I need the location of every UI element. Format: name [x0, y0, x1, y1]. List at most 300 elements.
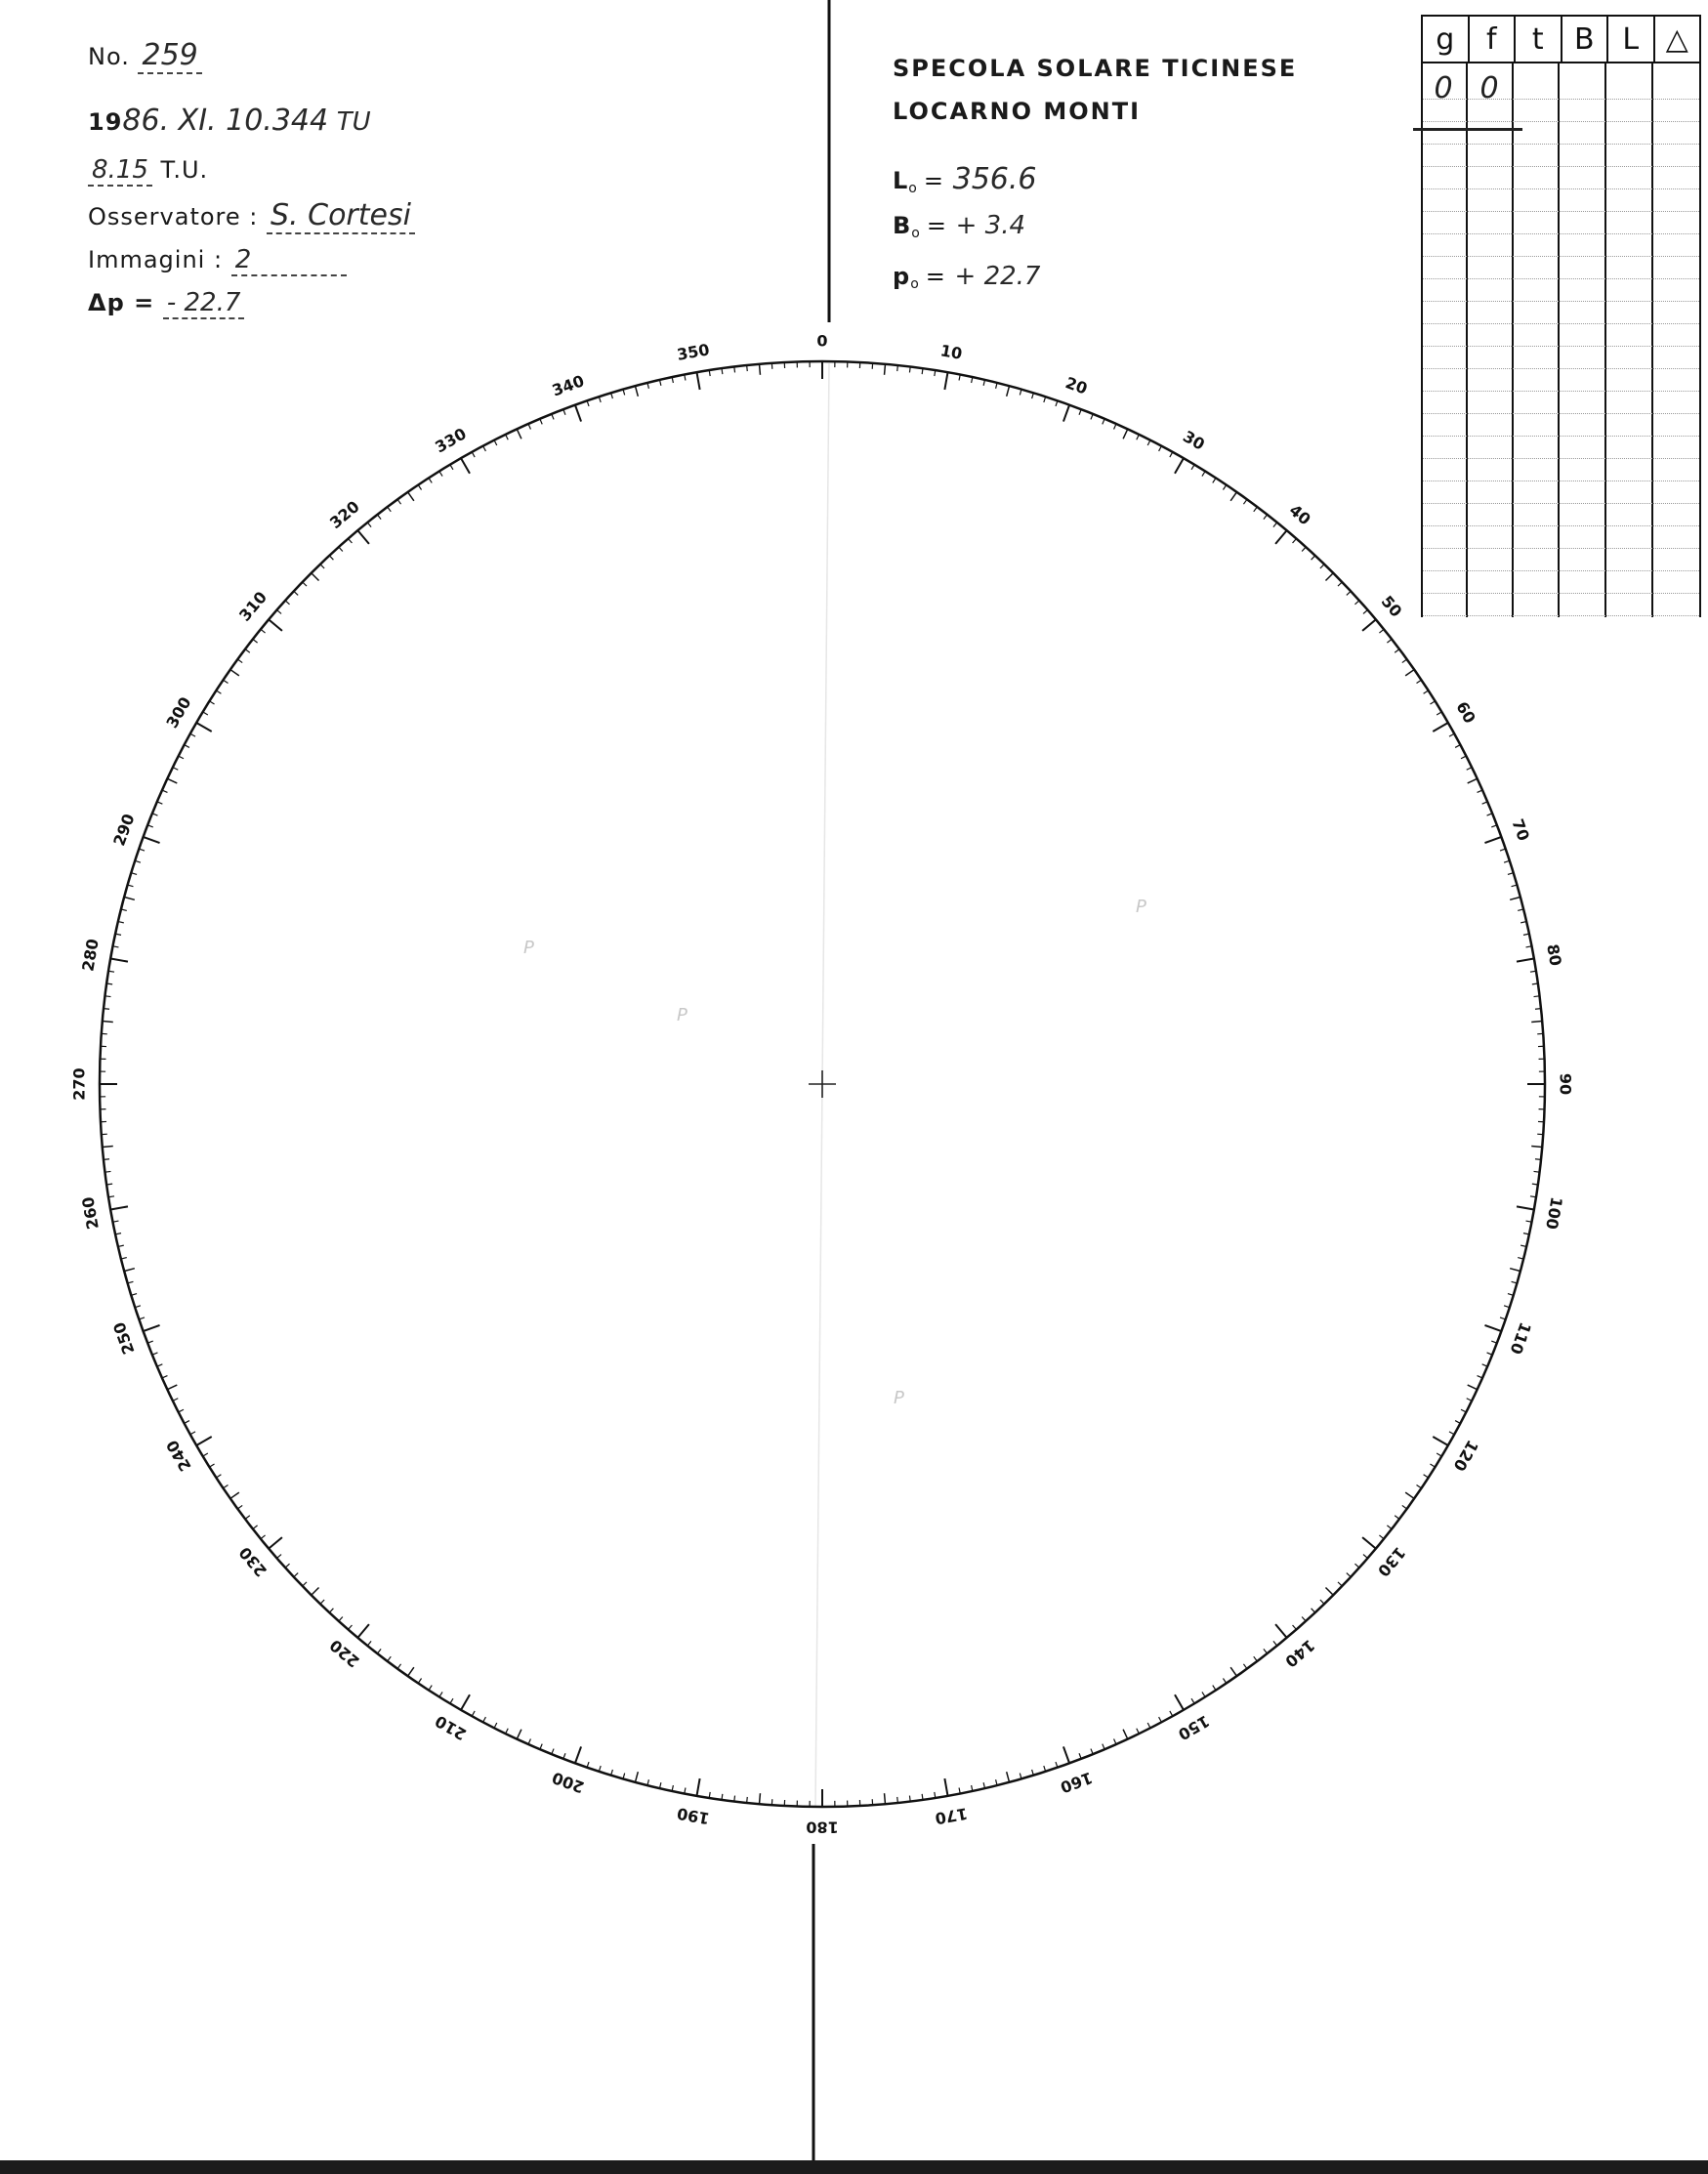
scale-label: 200: [549, 1768, 587, 1797]
scale-tick: [1455, 1421, 1460, 1424]
table-row-guide: [1423, 458, 1699, 459]
scale-tick: [303, 1582, 307, 1586]
table-row-guide: [1423, 144, 1699, 145]
scale-tick: [1387, 639, 1392, 643]
scale-tick: [377, 515, 381, 520]
scale-label: 290: [109, 811, 139, 849]
scale-tick: [1534, 996, 1540, 997]
table-row-guide: [1423, 413, 1699, 414]
scale-tick: [1320, 1600, 1324, 1604]
scale-tick: [1354, 601, 1358, 605]
scale-tick: [294, 591, 298, 595]
number-line: [88, 38, 202, 74]
scale-tick: [897, 365, 898, 371]
scale-label: 270: [69, 1067, 89, 1101]
scale-tick: [944, 1778, 947, 1796]
scale-label: 60: [1452, 698, 1479, 727]
scale-tick: [1264, 515, 1268, 520]
scale-tick: [179, 1409, 184, 1412]
scale-tick: [357, 1624, 369, 1638]
table-row-guide: [1423, 570, 1699, 571]
scale-tick: [124, 1269, 135, 1272]
scale-label: 350: [675, 340, 711, 364]
faint-pencil-mark: P: [523, 938, 534, 958]
scale-label: 330: [432, 424, 470, 457]
scale-tick: [1191, 465, 1194, 470]
scale-tick: [1273, 1641, 1277, 1646]
scale-tick: [1461, 1409, 1466, 1412]
table-row-guide: [1423, 593, 1699, 594]
table-row-guide: [1423, 525, 1699, 526]
scale-label: 120: [1449, 1437, 1482, 1475]
images-label: Immagini :: [88, 246, 224, 273]
scale-tick: [367, 523, 371, 527]
scale-tick: [190, 1432, 195, 1435]
scale-label: 20: [1062, 373, 1090, 398]
scale-tick: [131, 1294, 137, 1296]
scale-tick: [1405, 1492, 1414, 1498]
scale-tick: [1325, 1587, 1333, 1595]
scale-tick: [1302, 547, 1306, 551]
B0-value: + 3.4: [955, 211, 1026, 240]
table-row-guide: [1423, 346, 1699, 347]
scale-tick: [439, 1692, 442, 1696]
scale-tick: [1424, 1475, 1429, 1478]
delta-p-line: [88, 289, 244, 319]
scale-label: 300: [162, 693, 195, 732]
faint-pencil-mark: P: [677, 1005, 687, 1025]
scale-tick: [1230, 492, 1236, 501]
scale-tick: [1170, 1711, 1173, 1716]
date-value: 86. XI. 10.344: [122, 104, 329, 138]
scale-tick: [517, 1730, 521, 1739]
scale-label: 190: [675, 1804, 711, 1828]
scale-tick: [1347, 1573, 1351, 1577]
scale-tick: [103, 1022, 113, 1023]
scale-tick: [104, 1159, 109, 1160]
faint-marks: [523, 897, 1146, 1408]
scale-tick: [1433, 1437, 1448, 1445]
scale-tick: [1159, 1717, 1162, 1722]
scale-tick: [285, 1564, 289, 1568]
scale-label: 280: [78, 937, 103, 973]
table-rule: [1512, 63, 1514, 617]
date-prefix: 19: [88, 108, 123, 136]
scale-label: 130: [1373, 1543, 1409, 1581]
scale-tick: [277, 1555, 282, 1559]
scale-tick: [1213, 478, 1216, 482]
scale-tick: [1437, 1453, 1441, 1456]
scale-tick: [1293, 1625, 1297, 1630]
time-suffix: T.U.: [160, 156, 209, 184]
scale-tick: [1338, 1582, 1342, 1586]
scale-tick: [1123, 429, 1128, 439]
table-row-guide: [1423, 548, 1699, 549]
scale-tick: [203, 712, 208, 715]
table-rule: [1604, 63, 1606, 617]
scale-tick: [167, 778, 177, 783]
scale-tick: [224, 680, 229, 683]
scale-tick: [1254, 1656, 1258, 1661]
images-value: 2: [231, 247, 347, 276]
scale-tick: [312, 1587, 319, 1595]
counts-table-body: [1421, 63, 1701, 617]
faint-pencil-mark: P: [1136, 897, 1146, 917]
scale-label: 310: [235, 587, 271, 625]
scale-label: 50: [1377, 592, 1406, 621]
scale-label: 250: [109, 1319, 139, 1358]
scale-tick: [110, 1206, 128, 1209]
scale-tick: [1508, 1294, 1514, 1296]
scale-tick: [1243, 1664, 1247, 1669]
date-suffix: TU: [336, 107, 371, 137]
scale-tick: [1264, 1649, 1268, 1653]
scale-tick: [483, 446, 486, 451]
scale-tick: [190, 733, 195, 736]
scale-tick: [922, 1794, 923, 1800]
scale-tick: [144, 837, 160, 843]
delta-p-value: - 22.7: [163, 290, 245, 319]
scale-tick: [1159, 446, 1162, 451]
table-row-guide: [1423, 188, 1699, 189]
scale-tick: [1517, 1206, 1534, 1209]
table-row-guide: [1423, 368, 1699, 369]
scale-tick: [367, 1641, 371, 1646]
ephemeris-L0: Lo = 356.6: [893, 162, 1037, 196]
scale-tick: [185, 745, 189, 748]
scale-tick: [388, 1656, 392, 1661]
scale-label: 230: [235, 1543, 271, 1581]
scale-label: 150: [1175, 1711, 1213, 1744]
scale-label: 340: [549, 371, 587, 400]
scale-tick: [167, 1385, 177, 1390]
scale-tick: [418, 485, 421, 490]
scale-tick: [1007, 1772, 1010, 1782]
header-f: f: [1470, 17, 1517, 62]
table-row-guide: [1423, 256, 1699, 257]
scale-label: 10: [938, 341, 964, 363]
scale-tick: [611, 393, 613, 398]
scale-tick: [1191, 1698, 1194, 1703]
scale-tick: [1063, 1746, 1069, 1763]
scale-tick: [418, 1679, 421, 1684]
scale-tick: [1467, 768, 1472, 771]
scale-label: 100: [1542, 1195, 1566, 1232]
scale-tick: [357, 530, 369, 544]
scale-tick: [1170, 452, 1173, 457]
scale-label: 220: [325, 1635, 363, 1671]
time-value: 8.15: [88, 157, 152, 187]
header-delta: △: [1665, 21, 1688, 57]
scale-tick: [397, 499, 401, 504]
scale-tick: [230, 1492, 239, 1498]
scale-tick: [104, 1009, 109, 1010]
scan-edge-band: [0, 2160, 1708, 2174]
scale-tick: [747, 365, 748, 371]
scale-tick: [1535, 1159, 1541, 1160]
scale-tick: [1510, 1269, 1521, 1272]
delta-p-label: Δp =: [88, 289, 155, 316]
scale-tick: [173, 1399, 178, 1401]
ephemeris-p0: po = + 22.7: [893, 262, 1041, 292]
scale-tick: [1362, 619, 1376, 631]
scale-tick: [312, 573, 319, 581]
scale-tick: [1531, 1147, 1542, 1148]
scale-tick: [1007, 386, 1010, 397]
scale-tick: [1531, 1022, 1542, 1023]
scale-tick: [1354, 1564, 1358, 1568]
table-row-guide: [1423, 233, 1699, 234]
scale-tick: [1338, 582, 1342, 586]
scale-tick: [1254, 507, 1258, 512]
scale-tick: [103, 1147, 113, 1148]
scale-tick: [285, 601, 289, 605]
scale-tick: [760, 364, 761, 375]
scale-tick: [1437, 712, 1441, 715]
scale-tick: [294, 1573, 298, 1577]
table-rule: [1699, 63, 1701, 617]
scale-tick: [1417, 680, 1422, 683]
scale-tick: [261, 1535, 266, 1539]
scale-tick: [1387, 1526, 1392, 1529]
scale-tick: [1137, 1729, 1140, 1734]
L0-label: L: [893, 167, 909, 194]
scale-tick: [1175, 458, 1184, 474]
table-rule: [1558, 63, 1560, 617]
scale-tick: [697, 1778, 700, 1796]
scale-tick: [1508, 873, 1514, 875]
scale-tick: [1379, 629, 1384, 633]
scale-tick: [1467, 1399, 1472, 1401]
scale-tick: [173, 768, 178, 771]
scale-tick: [185, 1421, 189, 1424]
scale-tick: [1202, 1692, 1205, 1696]
scale-tick: [1532, 983, 1538, 984]
scale-tick: [461, 458, 470, 474]
scale-tick: [216, 1475, 221, 1478]
date-line: [88, 104, 371, 138]
scale-tick: [349, 1625, 353, 1630]
scale-tick: [1534, 1171, 1540, 1172]
scale-tick: [575, 1746, 581, 1763]
scale-tick: [494, 1723, 497, 1728]
cell-f-row1: 0: [1479, 71, 1499, 105]
scale-label: 260: [78, 1195, 103, 1232]
scale-tick: [209, 1464, 214, 1467]
scale-tick: [245, 649, 250, 653]
row1-underline: [1413, 128, 1522, 131]
scale-tick: [329, 556, 333, 560]
scale-tick: [1433, 723, 1448, 732]
scale-tick: [1223, 1679, 1226, 1684]
scale-tick: [1223, 485, 1226, 490]
scale-tick: [388, 507, 392, 512]
scale-tick: [1312, 556, 1315, 560]
scale-tick: [1147, 1723, 1150, 1728]
scale-tick: [303, 582, 307, 586]
observer-line: [88, 198, 415, 234]
scale-tick: [909, 367, 910, 373]
scale-tick: [635, 1772, 638, 1782]
scale-tick: [1468, 1385, 1478, 1390]
scale-tick: [230, 670, 239, 676]
scale-tick: [237, 1505, 242, 1509]
scale-tick: [472, 1711, 475, 1716]
scale-tick: [734, 1796, 735, 1802]
scale-tick: [1424, 690, 1429, 693]
scale-tick: [339, 547, 343, 551]
scale-tick: [253, 1526, 258, 1529]
table-row-guide: [1423, 99, 1699, 100]
scale-tick: [1202, 471, 1205, 476]
scale-tick: [1063, 405, 1069, 422]
scale-tick: [269, 619, 282, 631]
scale-label: 90: [1556, 1072, 1575, 1096]
scale-tick: [747, 1797, 748, 1803]
scale-tick: [1275, 530, 1287, 544]
scale-tick: [1535, 1009, 1541, 1010]
scale-tick: [144, 1325, 160, 1331]
scale-tick: [339, 1616, 343, 1620]
table-row-guide: [1423, 278, 1699, 279]
scale-tick: [1123, 1730, 1128, 1739]
scale-tick: [575, 405, 581, 422]
scale-tick: [517, 429, 521, 439]
scale-tick: [1273, 523, 1277, 527]
scale-tick: [1461, 756, 1466, 759]
scale-label: 110: [1506, 1319, 1535, 1358]
scale-tick: [1517, 959, 1534, 962]
scale-tick: [1402, 1505, 1407, 1509]
table-row-guide: [1423, 503, 1699, 504]
scale-tick: [245, 1516, 250, 1520]
scale-label: 40: [1285, 500, 1314, 529]
scale-tick: [1175, 1694, 1184, 1710]
scale-tick: [1484, 837, 1501, 843]
table-rule: [1466, 63, 1468, 617]
scale-tick: [1347, 591, 1351, 595]
scale-tick: [1147, 440, 1150, 445]
scale-tick: [944, 372, 947, 390]
scale-tick: [472, 452, 475, 457]
scale-tick: [439, 471, 442, 476]
scale-tick: [277, 610, 282, 614]
scale-tick: [1449, 733, 1454, 736]
counts-table-header: [1421, 15, 1701, 63]
scale-tick: [1379, 1535, 1384, 1539]
scale-label: 210: [432, 1711, 470, 1744]
scale-tick: [1293, 539, 1297, 544]
scale-tick: [1430, 701, 1435, 704]
scale-tick: [105, 996, 111, 997]
scale-tick: [1275, 1624, 1287, 1638]
scale-label: 30: [1180, 427, 1208, 454]
table-row-guide: [1423, 615, 1699, 616]
scale-tick: [408, 1667, 414, 1676]
scale-tick: [885, 364, 886, 375]
scale-label: 240: [162, 1437, 195, 1475]
scale-tick: [179, 756, 184, 759]
B0-label: B: [893, 212, 912, 239]
scale-tick: [377, 1649, 381, 1653]
scale-tick: [196, 1437, 212, 1445]
scale-tick: [461, 1694, 470, 1710]
scale-tick: [611, 1770, 613, 1776]
scale-tick: [1213, 1686, 1216, 1691]
scale-tick: [1532, 1184, 1538, 1185]
L0-value: 356.6: [952, 162, 1037, 196]
scale-tick: [269, 1537, 282, 1549]
scale-tick: [1325, 573, 1333, 581]
scale-tick: [1312, 1609, 1315, 1612]
scale-tick: [1417, 1484, 1422, 1487]
scale-tick: [429, 1686, 432, 1691]
scale-tick: [1484, 1325, 1501, 1331]
table-row-guide: [1423, 391, 1699, 392]
scale-tick: [922, 368, 923, 374]
table-row-guide: [1423, 166, 1699, 167]
scale-tick: [760, 1793, 761, 1804]
time-line: [88, 156, 208, 187]
scale-label: 320: [325, 497, 363, 533]
scale-tick: [320, 564, 324, 568]
scale-tick: [1405, 670, 1414, 676]
scale-tick: [734, 367, 735, 373]
scale-tick: [1032, 393, 1034, 398]
scale-tick: [1230, 1667, 1236, 1676]
scale-tick: [506, 435, 509, 439]
table-row-guide: [1423, 121, 1699, 122]
p0-value: + 22.7: [954, 262, 1041, 291]
number-label: No.: [88, 43, 130, 70]
scale-tick: [1032, 1770, 1034, 1776]
header-B: B: [1562, 17, 1609, 62]
scale-tick: [203, 1453, 208, 1456]
ephemeris-B0: Bo = + 3.4: [893, 211, 1026, 241]
scale-tick: [1510, 897, 1521, 899]
scale-label: 180: [806, 1818, 839, 1837]
table-rule: [1421, 63, 1423, 617]
header-t: t: [1516, 17, 1562, 62]
scale-tick: [110, 959, 128, 962]
scale-tick: [196, 723, 212, 732]
scale-tick: [237, 659, 242, 663]
table-row-guide: [1423, 211, 1699, 212]
scale-tick: [408, 492, 414, 501]
scale-tick: [1468, 778, 1478, 783]
scale-tick: [1137, 435, 1140, 439]
scale-tick: [450, 465, 453, 470]
scale-tick: [1449, 1432, 1454, 1435]
scale-tick: [106, 1184, 112, 1185]
scale-tick: [635, 386, 638, 397]
cell-g-row1: 0: [1434, 71, 1453, 105]
scale-tick: [1455, 745, 1460, 748]
scale-tick: [105, 1171, 111, 1172]
scale-tick: [494, 440, 497, 445]
scale-tick: [483, 1717, 486, 1722]
scale-tick: [1362, 1537, 1376, 1549]
table-row-guide: [1423, 323, 1699, 324]
scale-label: 80: [1543, 942, 1565, 968]
scale-tick: [397, 1664, 401, 1669]
scale-tick: [506, 1729, 509, 1734]
scale-tick: [450, 1698, 453, 1703]
scale-tick: [261, 629, 266, 633]
counts-table: [1421, 15, 1701, 617]
p0-label: p: [893, 263, 911, 290]
scale-tick: [106, 983, 112, 984]
